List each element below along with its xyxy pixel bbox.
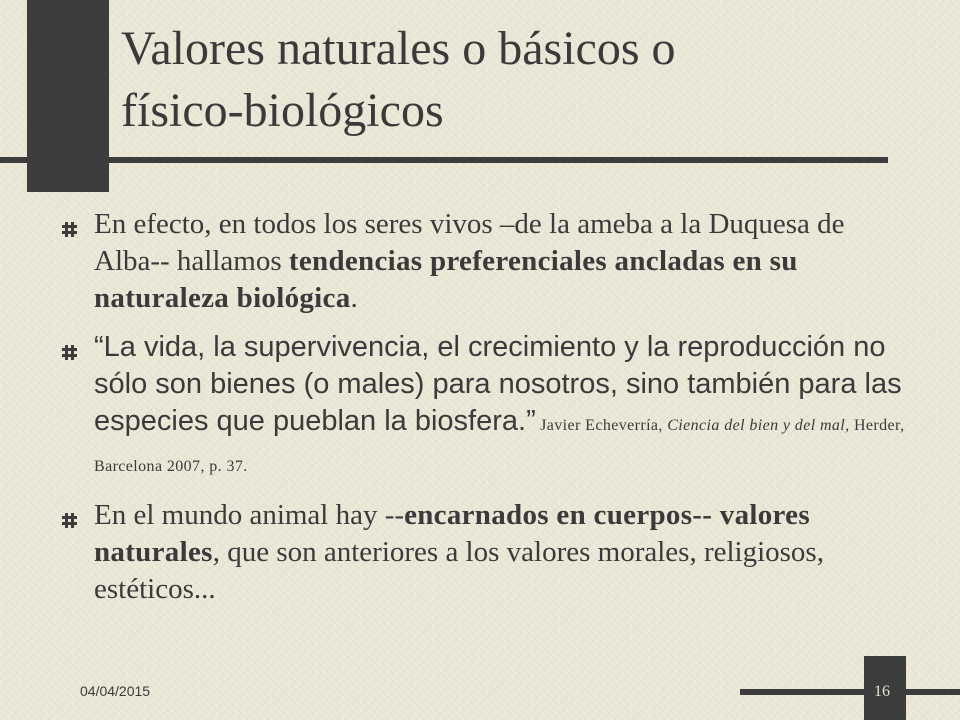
footer-date: 04/04/2015 [80, 683, 151, 699]
footer-line [740, 689, 960, 695]
citation-author: Javier Echeverría, [535, 417, 668, 434]
bullet-text: , que son anteriores a los valores morales, religiosos, estéticos... [94, 536, 824, 605]
decorative-vertical-bar [27, 0, 109, 192]
bullet-list [62, 206, 912, 620]
bullet-item [62, 329, 912, 485]
citation-rest: Herder, Barcelona 2007, p. 37. [94, 417, 905, 475]
title-line-1: Valores naturales o básicos o [121, 22, 676, 75]
bullet-text: En efecto, en todos los seres vivos –de la ameba a la Duquesa de Alba-- hallamos [94, 208, 845, 277]
hash-bullet-icon [62, 345, 77, 360]
bullet-text: . [350, 282, 358, 314]
bullet-text: En el mundo animal hay -- [94, 499, 405, 531]
bullet-item [62, 206, 912, 317]
page-number: 16 [874, 683, 890, 700]
bullet-bold-text: encarnados en cuerpos-- valores naturales [94, 499, 810, 568]
bullet-bold-text: tendencias preferenciales ancladas en su naturaleza biológica [94, 245, 798, 314]
quote-text: “La vida, la supervivencia, el crecimiento y la reproducción no sólo son bienes (o males) para nosotros, sino también para las especies que pueblan la biosfera.” [94, 331, 902, 437]
title-underline [0, 157, 888, 163]
slide-title [121, 18, 901, 142]
hash-bullet-icon [62, 222, 77, 237]
citation-title: Ciencia del bien y del mal, [667, 417, 850, 434]
title-line-2: físico-biológicos [121, 84, 444, 137]
hash-bullet-icon [62, 513, 77, 528]
bullet-item [62, 497, 912, 608]
